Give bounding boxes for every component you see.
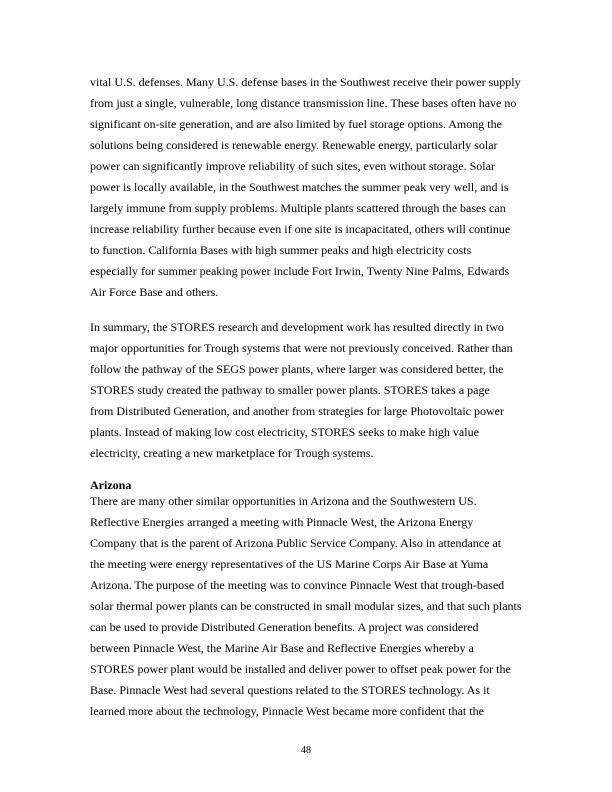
section-heading: Arizona <box>90 478 132 492</box>
text-line: to function. California Bases with high summer peaks and high electricity costs <box>90 243 472 257</box>
text-line: the meeting were energy representatives of the US Marine Corps Air Base at Yuma <box>90 557 489 571</box>
text-line: significant on-site generation, and are also limited by fuel storage options. Among the <box>90 117 502 131</box>
text-line: increase reliability further because even if one site is incapacitated, others will continue <box>90 222 511 236</box>
text-line: plants. Instead of making low cost electricity, STORES seeks to make high value <box>90 425 479 439</box>
text-line: There are many other similar opportunities in Arizona and the Southwestern US. <box>90 494 477 508</box>
text-line: especially for summer peaking power include Fort Irwin, Twenty Nine Palms, Edwards <box>90 264 510 278</box>
text-line: follow the pathway of the SEGS power plants, where larger was considered better, the <box>90 362 504 376</box>
text-line: can be used to provide Distributed Generation benefits. A project was considered <box>90 620 479 634</box>
text-line: electricity, creating a new marketplace for Trough systems. <box>90 446 374 460</box>
text-line: solutions being considered is renewable energy. Renewable energy, particularly solar <box>90 138 498 152</box>
text-line: STORES study created the pathway to smaller power plants. STORES takes a page <box>90 383 490 397</box>
text-line: STORES power plant would be installed and deliver power to offset peak power for the <box>90 662 511 676</box>
text-line: Arizona. The purpose of the meeting was to convince Pinnacle West that trough-based <box>90 578 505 592</box>
text-line: solar thermal power plants can be constructed in small modular sizes, and that such plants <box>90 599 522 613</box>
page-number: 48 <box>301 745 311 756</box>
text-line: Company that is the parent of Arizona Public Service Company. Also in attendance at <box>90 536 502 550</box>
text-line: between Pinnacle West, the Marine Air Base and Reflective Energies whereby a <box>90 641 474 655</box>
text-line: power is locally available, in the Southwest matches the summer peak very well, and is <box>90 180 509 194</box>
text-line: from just a single, vulnerable, long distance transmission line. These bases often have no <box>90 96 517 110</box>
text-line: In summary, the STORES research and development work has resulted directly in two <box>90 320 504 334</box>
text-line: power can significantly improve reliability of such sites, even without storage. Solar <box>90 159 495 173</box>
text-line: Base. Pinnacle West had several questions related to the STORES technology. As it <box>90 683 490 697</box>
text-line: Reflective Energies arranged a meeting with Pinnacle West, the Arizona Energy <box>90 515 474 529</box>
text-line: major opportunities for Trough systems that were not previously conceived. Rather than <box>90 341 513 355</box>
text-line: from Distributed Generation, and another from strategies for large Photovoltaic power <box>90 404 504 418</box>
text-line: learned more about the technology, Pinnacle West became more confident that the <box>90 704 484 718</box>
text-line: vital U.S. defenses. Many U.S. defense bases in the Southwest receive their power supply <box>90 75 521 89</box>
text-line: Air Force Base and others. <box>90 285 219 299</box>
text-line: largely immune from supply problems. Multiple plants scattered through the bases can <box>90 201 506 215</box>
